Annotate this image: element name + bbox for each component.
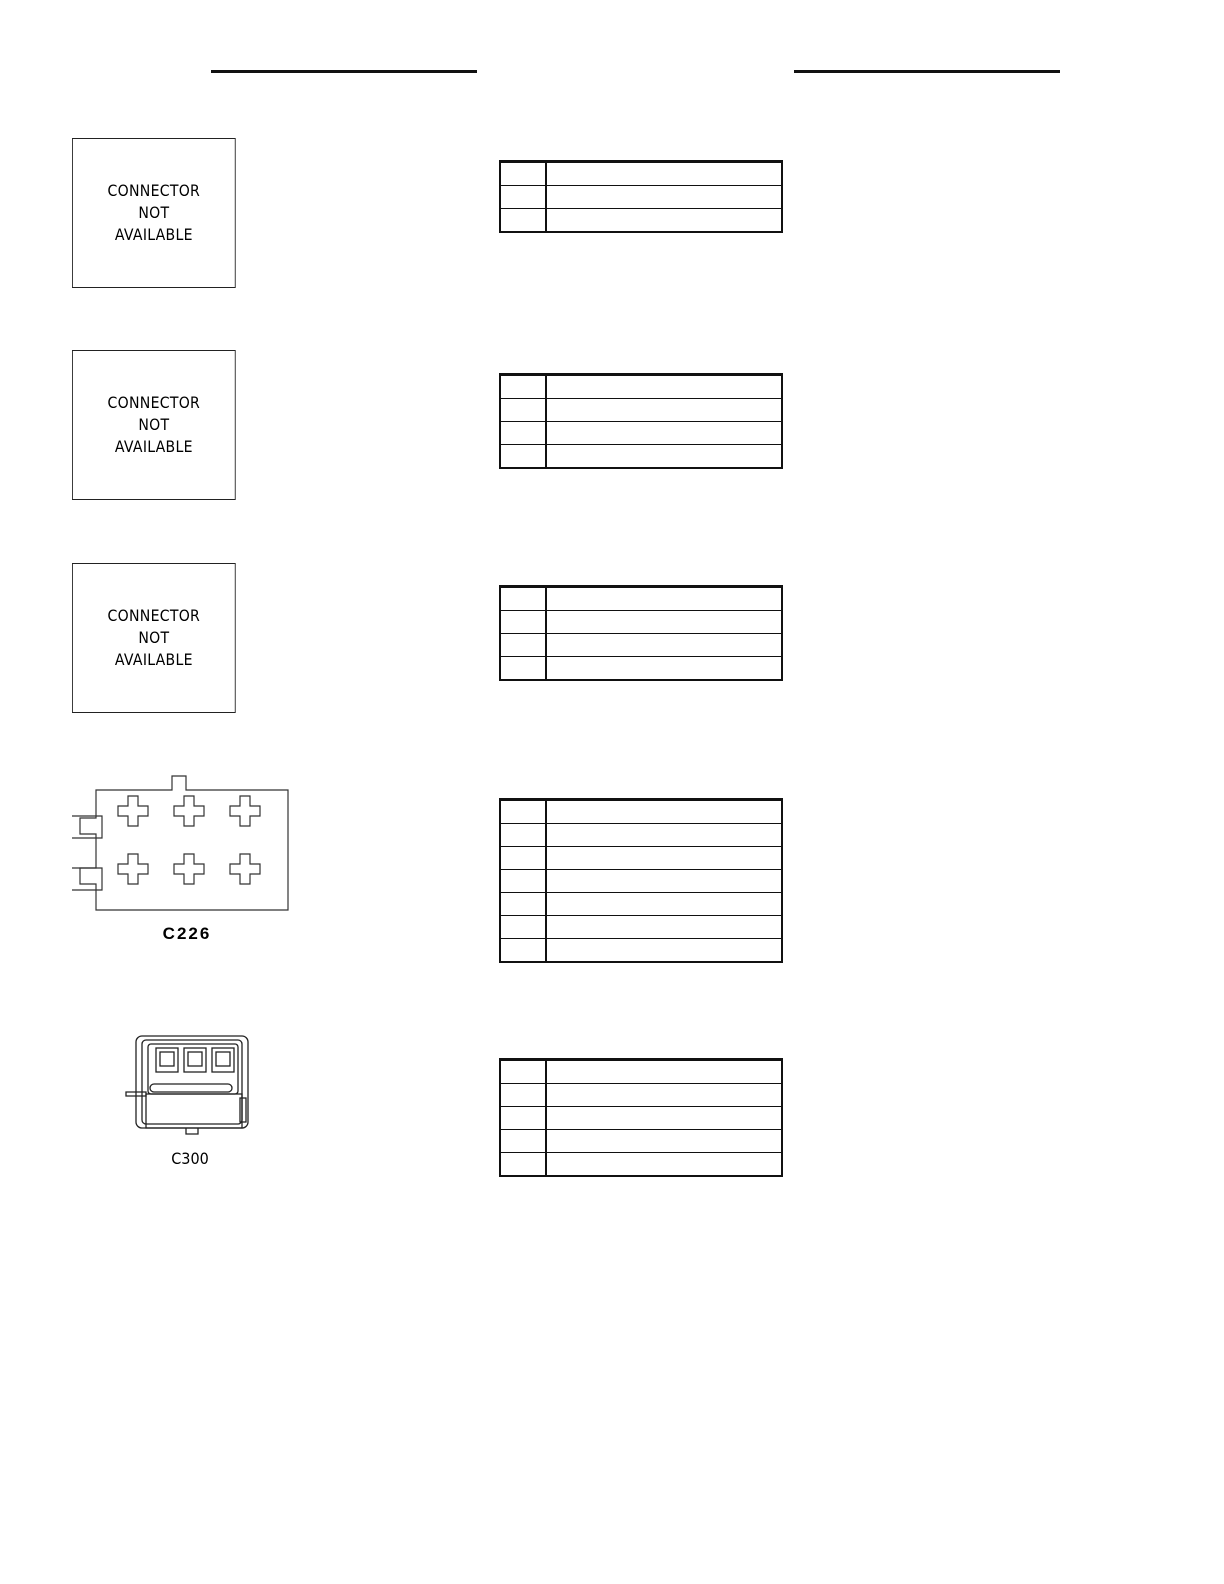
- pin-table: [499, 160, 783, 233]
- table-row: [500, 422, 782, 445]
- na-text-line: NOT: [138, 628, 170, 647]
- table-row: [500, 634, 782, 657]
- na-text-line: CONNECTOR: [107, 393, 201, 412]
- header-rule-right: [794, 70, 1060, 73]
- table-row: [500, 209, 782, 233]
- table-row: [500, 893, 782, 916]
- na-text-line: AVAILABLE: [114, 650, 193, 669]
- table-row: [500, 657, 782, 681]
- na-text-line: CONNECTOR: [107, 606, 201, 625]
- table-row: [500, 611, 782, 634]
- table-row: [500, 1153, 782, 1177]
- pin-table: [499, 798, 783, 963]
- table-row: [500, 1130, 782, 1153]
- na-text-line: AVAILABLE: [114, 225, 193, 244]
- table-row: [500, 162, 782, 186]
- na-text-line: AVAILABLE: [114, 437, 193, 456]
- table-row: [500, 1060, 782, 1084]
- header-rule-left: [211, 70, 477, 73]
- table-row: [500, 186, 782, 209]
- pin-table: [499, 585, 783, 681]
- connector-not-available-box: [72, 563, 236, 713]
- table-row: [500, 1084, 782, 1107]
- table-row: [500, 870, 782, 893]
- c226-connector-icon: [68, 772, 292, 914]
- table-row: [500, 399, 782, 422]
- pin-table: [499, 1058, 783, 1177]
- table-row: [500, 800, 782, 824]
- table-row: [500, 939, 782, 963]
- table-row: [500, 445, 782, 469]
- table-row: [500, 847, 782, 870]
- connector-not-available-box: [72, 138, 236, 288]
- c300-connector-icon: [124, 1034, 252, 1140]
- na-text-line: NOT: [138, 415, 170, 434]
- c226-label: C226: [162, 924, 212, 943]
- na-text-line: NOT: [138, 203, 170, 222]
- na-text-line: CONNECTOR: [107, 181, 201, 200]
- connector-not-available-box: [72, 350, 236, 500]
- c300-label: C300: [171, 1149, 209, 1168]
- table-row: [500, 375, 782, 399]
- table-row: [500, 916, 782, 939]
- table-row: [500, 1107, 782, 1130]
- table-row: [500, 824, 782, 847]
- table-row: [500, 587, 782, 611]
- pin-table: [499, 373, 783, 469]
